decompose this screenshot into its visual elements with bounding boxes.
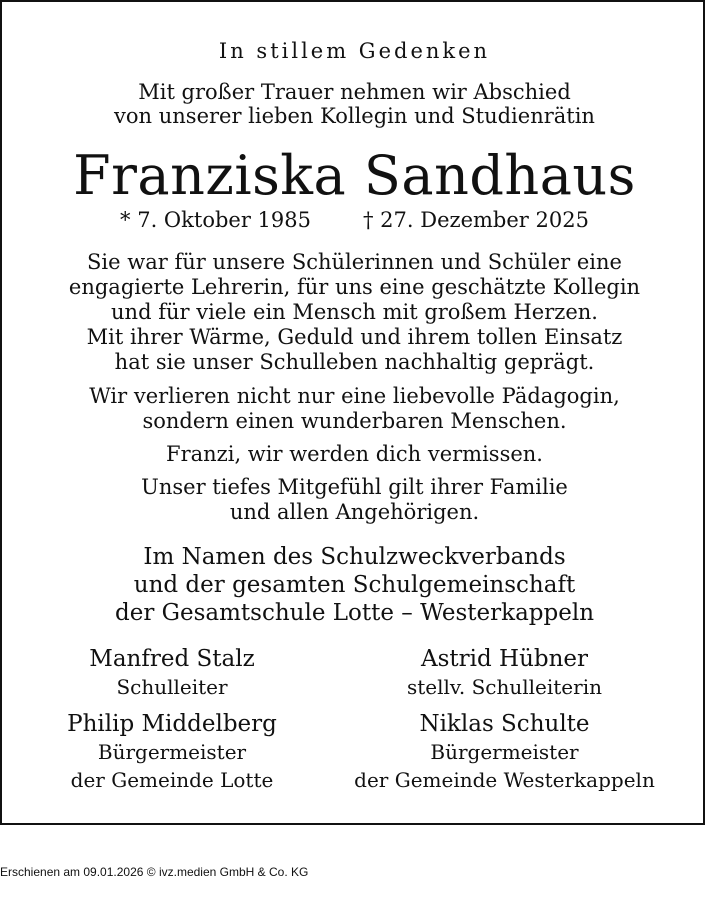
life-dates bbox=[2, 210, 707, 231]
tribute-line: sondern einen wunderbaren Menschen. bbox=[142, 409, 567, 433]
tribute-line: Wir verlieren nicht nur eine liebevolle Pädagogin, bbox=[89, 384, 620, 408]
school-line: und der gesamten Schulgemeinschaft bbox=[133, 572, 576, 598]
signatory bbox=[42, 648, 302, 697]
signatory bbox=[42, 713, 302, 790]
tribute-line: und für viele ein Mensch mit großem Herzen. bbox=[111, 300, 598, 324]
death-date: † 27. Dezember 2025 bbox=[363, 208, 589, 232]
tribute-line: engagierte Lehrerin, für uns eine geschätzte Kollegin bbox=[68, 275, 641, 299]
school-line: der Gesamtschule Lotte – Westerkappeln bbox=[114, 600, 595, 626]
signatory-role: Bürgermeister bbox=[97, 740, 247, 764]
signatory bbox=[332, 713, 677, 790]
signatory bbox=[352, 648, 657, 697]
publication-footer: Erschienen am 09.01.2026 © ivz.medien GmbH & Co. KG bbox=[0, 865, 309, 879]
tribute-line: hat sie unser Schulleben nachhaltig geprägt. bbox=[114, 350, 595, 374]
intro-line: Mit großer Trauer nehmen wir Abschied bbox=[138, 80, 571, 104]
condolence-line: Unser tiefes Mitgefühl gilt ihrer Familie bbox=[141, 475, 568, 499]
signatory-name: Astrid Hübner bbox=[420, 646, 589, 672]
tribute-line: Sie war für unsere Schülerinnen und Schüler eine bbox=[87, 250, 622, 274]
farewell-line: Franzi, wir werden dich vermissen. bbox=[166, 442, 543, 466]
signatory-name: Manfred Stalz bbox=[89, 646, 255, 672]
intro-line: von unserer lieben Kollegin und Studienrätin bbox=[114, 104, 595, 128]
signatory-role: stellv. Schulleiterin bbox=[407, 675, 602, 699]
condolence-line: und allen Angehörigen. bbox=[229, 500, 480, 524]
signatory-name: Niklas Schulte bbox=[419, 711, 590, 737]
tribute-line: Mit ihrer Wärme, Geduld und ihrem tollen Einsatz bbox=[86, 325, 623, 349]
signatory-role: der Gemeinde Lotte bbox=[70, 768, 274, 792]
notice-heading: In stillem Gedenken bbox=[218, 39, 491, 63]
deceased-name: Franziska Sandhaus bbox=[73, 144, 636, 207]
signatory-name: Philip Middelberg bbox=[67, 711, 277, 737]
signatory-role: der Gemeinde Westerkappeln bbox=[354, 768, 655, 792]
birth-date: * 7. Oktober 1985 bbox=[120, 208, 311, 232]
signatory-role: Schulleiter bbox=[116, 675, 228, 699]
signatory-role: Bürgermeister bbox=[430, 740, 579, 764]
school-line: Im Namen des Schulzweckverbands bbox=[143, 544, 566, 570]
